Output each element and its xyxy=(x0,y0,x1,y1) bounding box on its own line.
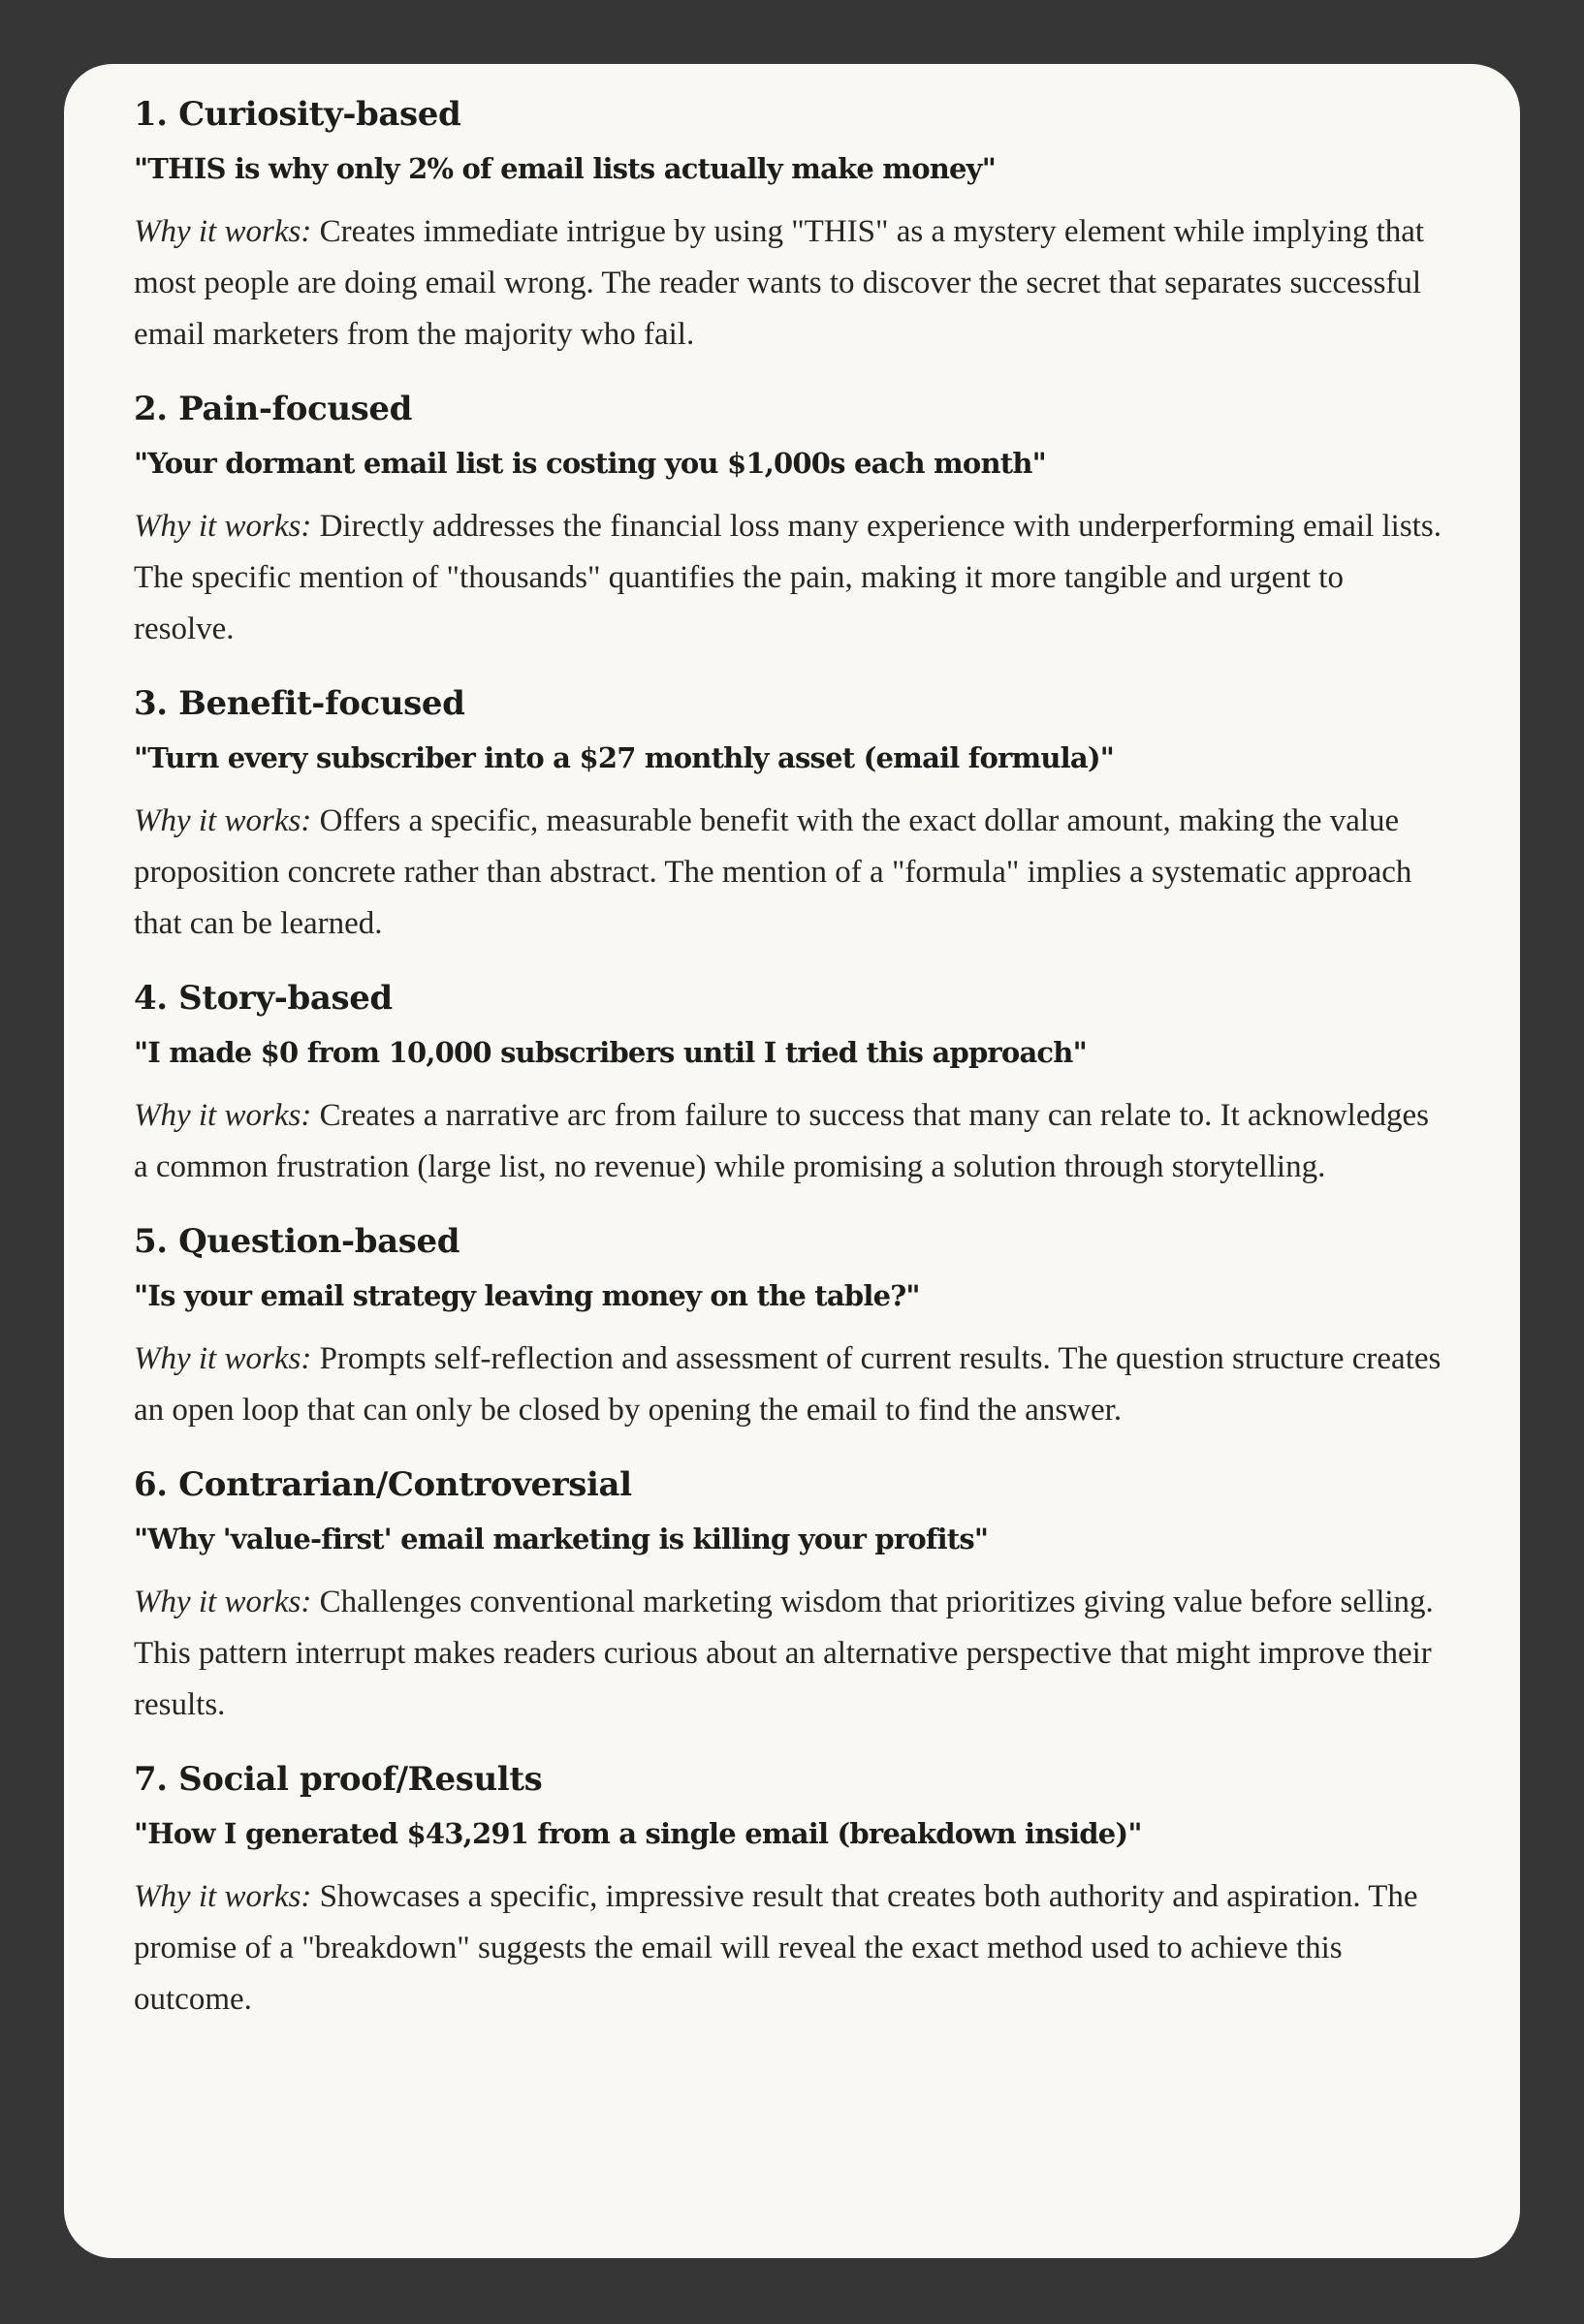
explanation-text: Showcases a specific, impressive result that creates both authority and aspiration. The promise of a "breakdown" suggests the email will reveal the exact method used to achieve this outcome. xyxy=(134,1879,1418,2017)
example-headline: "Is your email strategy leaving money on the table?" xyxy=(134,1279,920,1312)
section-heading: 3. Benefit-focused xyxy=(134,684,465,723)
subject-line-section xyxy=(134,1217,1450,1436)
example-headline: "How I generated $43,291 from a single email (breakdown inside)" xyxy=(134,1817,1142,1850)
explanation-text: Offers a specific, measurable benefit with the exact dollar amount, making the value proposition concrete rather than abstract. The mention of a "formula" implies a systematic approach that can be learned. xyxy=(134,803,1412,941)
explanation-text: Challenges conventional marketing wisdom that prioritizes giving value before selling. This pattern interrupt makes readers curious about an alternative perspective that might improve their results. xyxy=(134,1585,1434,1722)
example-headline: "THIS is why only 2% of email lists actually make money" xyxy=(134,152,997,185)
explanation-paragraph xyxy=(134,1577,1450,1731)
section-heading: 1. Curiosity-based xyxy=(134,95,461,134)
explanation-text: Creates a narrative arc from failure to success that many can relate to. It acknowledges a common frustration (large list, no revenue) while promising a solution through storytelling. xyxy=(134,1098,1429,1184)
explanation-text: Prompts self-reflection and assessment of current results. The question structure creates an open loop that can only be closed by opening the email to find the answer. xyxy=(134,1341,1441,1428)
example-headline: "I made $0 from 10,000 subscribers until I tried this approach" xyxy=(134,1036,1087,1069)
explanation-paragraph xyxy=(134,1334,1450,1436)
section-heading: 4. Story-based xyxy=(134,979,393,1018)
subject-line-section xyxy=(134,1460,1450,1731)
explanation-paragraph xyxy=(134,206,1450,361)
why-it-works-label: Why it works: xyxy=(134,214,312,249)
subject-line-section xyxy=(134,679,1450,950)
explanation-text: Directly addresses the financial loss many experience with underperforming email lists. The specific mention of "thousands" quantifies the pain, making it more tangible and urgent to resolve. xyxy=(134,509,1441,646)
why-it-works-label: Why it works: xyxy=(134,1341,312,1376)
why-it-works-label: Why it works: xyxy=(134,1879,312,1914)
explanation-paragraph xyxy=(134,501,1450,655)
example-headline: "Turn every subscriber into a $27 monthly asset (email formula)" xyxy=(134,741,1115,774)
section-heading: 7. Social proof/Results xyxy=(134,1760,543,1799)
explanation-paragraph xyxy=(134,1871,1450,2026)
subject-line-section xyxy=(134,974,1450,1193)
subject-line-section xyxy=(134,1755,1450,2026)
explanation-paragraph xyxy=(134,796,1450,950)
why-it-works-label: Why it works: xyxy=(134,1098,312,1133)
explanation-text: Creates immediate intrigue by using "THIS" as a mystery element while implying that most people are doing email wrong. The reader wants to discover the secret that separates successful email marketers from the majority who fail. xyxy=(134,214,1425,352)
section-heading: 6. Contrarian/Controversial xyxy=(134,1465,632,1504)
subject-line-section xyxy=(134,385,1450,655)
why-it-works-label: Why it works: xyxy=(134,509,312,544)
example-headline: "Why 'value-first' email marketing is killing your profits" xyxy=(134,1523,989,1555)
subject-line-section xyxy=(134,90,1450,361)
explanation-paragraph xyxy=(134,1090,1450,1193)
why-it-works-label: Why it works: xyxy=(134,803,312,838)
why-it-works-label: Why it works: xyxy=(134,1585,312,1619)
section-heading: 2. Pain-focused xyxy=(134,390,413,428)
section-heading: 5. Question-based xyxy=(134,1222,460,1261)
content-card xyxy=(64,64,1520,2258)
example-headline: "Your dormant email list is costing you $1,000s each month" xyxy=(134,447,1046,480)
